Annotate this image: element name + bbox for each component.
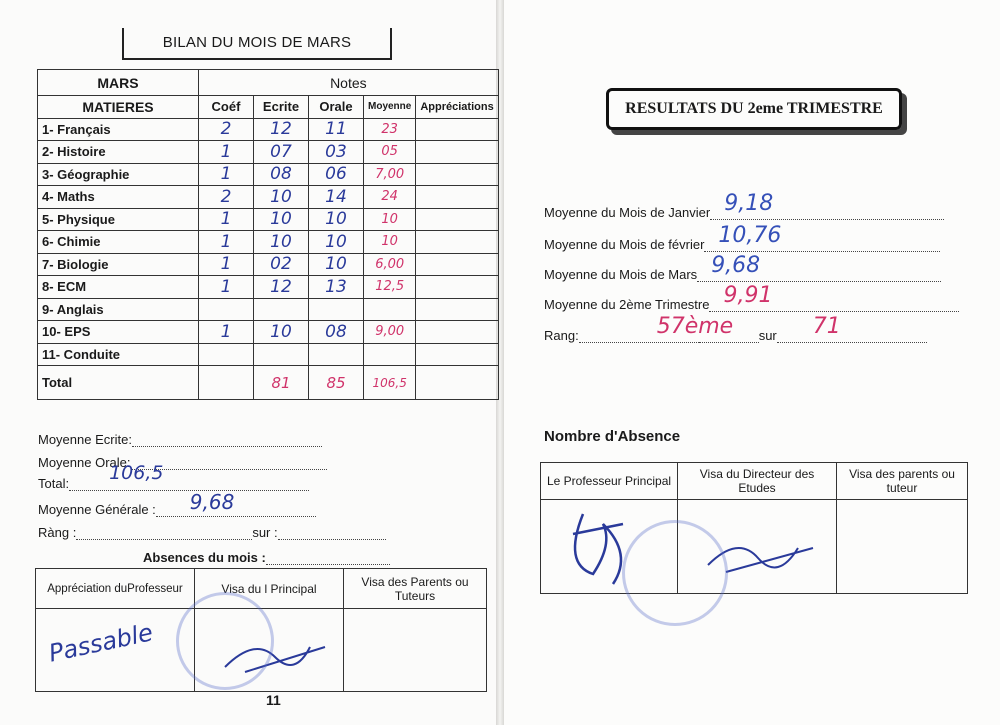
moyenne-ecrite-label: Moyenne Ecrite:	[38, 432, 132, 447]
orale-cell	[309, 298, 364, 321]
dotted-line	[132, 434, 322, 447]
dotted-line	[156, 490, 316, 517]
result-line	[544, 253, 941, 282]
appreciation-cell	[416, 276, 498, 299]
subject-cell: 7- Biologie	[38, 253, 199, 276]
moyenne-header: Moyenne	[364, 96, 416, 119]
appreciation-handwriting: Passable	[46, 618, 156, 668]
dotted-line	[278, 527, 386, 540]
table-row	[38, 186, 499, 209]
moyenne-cell: 6,00	[364, 253, 416, 276]
coef-cell: 2	[199, 118, 254, 141]
ecrite-cell: 10	[254, 208, 309, 231]
result-label: Moyenne du Mois de février	[544, 237, 705, 252]
orale-cell: 08	[309, 321, 364, 344]
rang-label: Ràng :	[38, 525, 77, 540]
total-summary-value: 106,5	[109, 462, 164, 484]
subject-cell: 9- Anglais	[38, 298, 199, 321]
total-moyenne: 106,5	[364, 366, 416, 400]
right-signature-table	[540, 462, 968, 594]
appreciation-cell	[36, 609, 195, 692]
prof-principal-header: Le Professeur Principal	[541, 463, 678, 500]
parents-visa-header: Visa des Parents ou Tuteurs	[344, 569, 487, 609]
result-value: 9,91	[723, 283, 773, 308]
sur-label: sur :	[252, 525, 278, 540]
coef-cell: 2	[199, 186, 254, 209]
table-row	[38, 321, 499, 344]
result-line	[544, 191, 944, 220]
orale-cell	[309, 343, 364, 366]
coef-cell: 1	[199, 141, 254, 164]
table-row	[38, 208, 499, 231]
dotted-line	[76, 527, 252, 540]
orale-header: Orale	[309, 96, 364, 119]
coef-cell	[199, 343, 254, 366]
moyenne-cell: 9,00	[364, 321, 416, 344]
subject-cell: 1- Français	[38, 118, 199, 141]
month-header: BILAN DU MOIS DE MARS	[122, 28, 392, 60]
total-appreciation-cell	[416, 366, 498, 400]
table-row	[38, 276, 499, 299]
dotted-line	[579, 314, 734, 343]
moyenne-cell	[364, 343, 416, 366]
result-value: 10,76	[718, 223, 782, 248]
total-ecrite: 81	[254, 366, 309, 400]
appreciation-cell	[416, 231, 498, 254]
table-row	[38, 343, 499, 366]
result-line	[544, 283, 959, 312]
orale-cell: 11	[309, 118, 364, 141]
total-label: Total	[38, 366, 199, 400]
orale-cell: 14	[309, 186, 364, 209]
ecrite-cell: 12	[254, 276, 309, 299]
appreciation-cell	[416, 321, 498, 344]
month-label: MARS	[38, 70, 199, 96]
sur-result-label: sur	[758, 328, 777, 343]
subject-cell: 6- Chimie	[38, 231, 199, 254]
result-value: 9,68	[711, 253, 761, 278]
notes-header: Notes	[199, 70, 499, 96]
total-coef-cell	[199, 366, 254, 400]
subject-cell: 11- Conduite	[38, 343, 199, 366]
coef-header: Coéf	[199, 96, 254, 119]
subject-cell: 2- Histoire	[38, 141, 199, 164]
subject-cell: 5- Physique	[38, 208, 199, 231]
moyenne-cell: 12,5	[364, 276, 416, 299]
orale-cell: 10	[309, 208, 364, 231]
ecrite-cell: 02	[254, 253, 309, 276]
subject-cell: 10- EPS	[38, 321, 199, 344]
ecrite-header: Ecrite	[254, 96, 309, 119]
parents-signature-cell	[344, 609, 487, 692]
orale-cell: 10	[309, 253, 364, 276]
dotted-line	[266, 552, 390, 565]
orale-cell: 06	[309, 163, 364, 186]
moyenne-generale-value: 9,68	[189, 490, 235, 514]
appreciation-cell	[416, 208, 498, 231]
moyenne-cell: 10	[364, 231, 416, 254]
grades-table	[37, 69, 499, 400]
ecrite-cell: 12	[254, 118, 309, 141]
moyenne-cell	[364, 298, 416, 321]
dotted-line	[710, 191, 944, 220]
table-row	[38, 163, 499, 186]
result-label: Moyenne du Mois de Janvier	[544, 205, 711, 220]
appreciation-cell	[416, 253, 498, 276]
total-summary-label: Total:	[38, 476, 70, 491]
dotted-line	[697, 253, 941, 282]
page-number: 11	[266, 692, 281, 708]
appreciation-cell	[416, 186, 498, 209]
coef-cell: 1	[199, 163, 254, 186]
moyenne-cell: 24	[364, 186, 416, 209]
ecrite-cell: 10	[254, 186, 309, 209]
absences-label: Absences du mois :	[143, 550, 266, 565]
moyenne-cell: 10	[364, 208, 416, 231]
appreciation-cell	[416, 163, 498, 186]
ecrite-cell: 08	[254, 163, 309, 186]
coef-cell: 1	[199, 321, 254, 344]
moyenne-generale-line	[38, 490, 316, 517]
directorate-stamp	[622, 520, 728, 626]
moyenne-ecrite-line	[38, 432, 322, 447]
result-line	[544, 223, 940, 252]
principal-visa-header: Visa du l Principal	[195, 569, 344, 609]
rang-result-line	[544, 314, 927, 343]
matieres-header: MATIERES	[38, 96, 199, 119]
appreciation-cell	[416, 118, 498, 141]
coef-cell: 1	[199, 231, 254, 254]
absence-title: Nombre d'Absence	[544, 428, 681, 445]
result-label: Moyenne du 2ème Trimestre	[544, 297, 710, 312]
subject-cell: 3- Géographie	[38, 163, 199, 186]
ecrite-cell: 10	[254, 321, 309, 344]
sur-result-value: 71	[812, 314, 841, 339]
rang-line	[38, 525, 386, 540]
parents-tuteur-header: Visa des parents ou tuteur	[837, 463, 968, 500]
orale-cell: 13	[309, 276, 364, 299]
table-row	[38, 253, 499, 276]
coef-cell	[199, 298, 254, 321]
appreciation-cell	[416, 298, 498, 321]
moyenne-orale-line	[38, 455, 327, 470]
table-row	[38, 141, 499, 164]
ecrite-cell: 07	[254, 141, 309, 164]
moyenne-cell: 05	[364, 141, 416, 164]
dotted-line	[777, 314, 927, 343]
table-row	[38, 118, 499, 141]
table-row	[38, 298, 499, 321]
appreciation-cell	[416, 141, 498, 164]
directeur-visa-header: Visa du Directeur des Etudes	[678, 463, 837, 500]
results-title: RESULTATS DU 2eme TRIMESTRE	[606, 88, 902, 130]
subject-cell: 8- ECM	[38, 276, 199, 299]
coef-cell: 1	[199, 253, 254, 276]
school-stamp	[176, 592, 274, 690]
coef-cell: 1	[199, 276, 254, 299]
result-label: Moyenne du Mois de Mars	[544, 267, 698, 282]
total-orale: 85	[309, 366, 364, 400]
appreciations-header: Appréciations	[416, 96, 498, 119]
rang-result-label: Rang:	[544, 328, 579, 343]
coef-cell: 1	[199, 208, 254, 231]
subject-cell: 4- Maths	[38, 186, 199, 209]
rang-result-value: 57ème	[656, 314, 734, 339]
dotted-line	[709, 283, 959, 312]
moyenne-orale-label: Moyenne Orale:	[38, 455, 131, 470]
parents-tuteur-cell	[837, 500, 968, 594]
dotted-line	[704, 223, 940, 252]
absences-line	[143, 550, 390, 565]
moyenne-cell: 23	[364, 118, 416, 141]
moyenne-cell: 7,00	[364, 163, 416, 186]
table-row	[38, 231, 499, 254]
appreciation-cell	[416, 343, 498, 366]
ecrite-cell	[254, 343, 309, 366]
moyenne-generale-label: Moyenne Générale :	[38, 502, 156, 517]
ecrite-cell: 10	[254, 231, 309, 254]
orale-cell: 03	[309, 141, 364, 164]
orale-cell: 10	[309, 231, 364, 254]
result-value: 9,18	[724, 191, 774, 216]
ecrite-cell	[254, 298, 309, 321]
appreciation-header: Appréciation duProfesseur	[36, 569, 195, 609]
